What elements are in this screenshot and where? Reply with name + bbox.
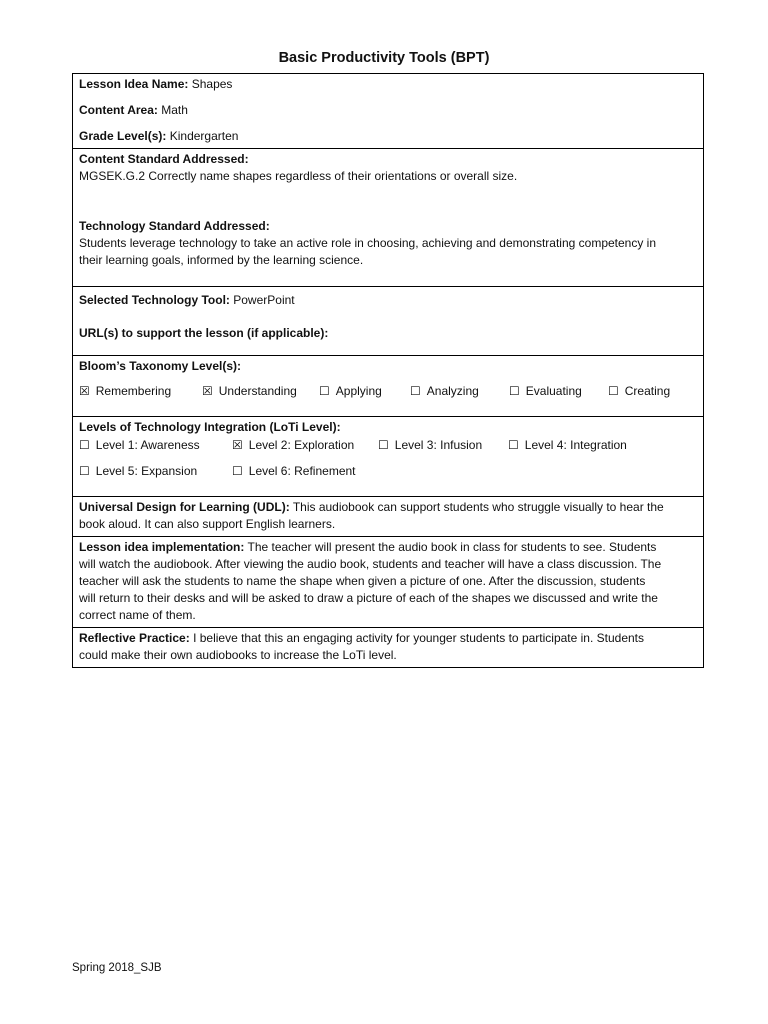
loti-options-row-1 (79, 437, 697, 454)
implementation-text-1: The teacher will present the audio book in class for students to see. Students (244, 540, 657, 554)
blooms-row (73, 356, 704, 417)
lesson-name-line (79, 76, 697, 93)
loti-option-label: Level 3: Infusion (394, 438, 483, 452)
reflection-text-1: I believe that this an engaging activity for younger students to participate in. Students (189, 631, 645, 645)
checkbox-empty-icon[interactable]: ☐ (608, 384, 619, 398)
blooms-option-applying[interactable] (319, 383, 410, 400)
blooms-option-remembering[interactable] (79, 383, 202, 400)
blooms-options (79, 383, 697, 400)
blooms-option-label: Evaluating (525, 384, 582, 398)
page-title: Basic Productivity Tools (BPT) (278, 50, 490, 66)
checkbox-checked-icon[interactable]: ☒ (79, 384, 90, 398)
selected-tool-line (79, 292, 697, 309)
lesson-info-cell (73, 74, 704, 149)
content-area-value: Math (161, 103, 188, 117)
udl-text-2: book aloud. It can also support English learners. (79, 517, 336, 531)
loti-option-level-6[interactable] (232, 463, 356, 480)
checkbox-checked-icon[interactable]: ☒ (232, 438, 243, 452)
tool-row (73, 287, 704, 356)
tech-standard-label: Technology Standard Addressed: (79, 219, 270, 233)
checkbox-empty-icon[interactable]: ☐ (378, 438, 389, 452)
implementation-label: Lesson idea implementation: (79, 540, 245, 554)
selected-tool-label: Selected Technology Tool: (79, 293, 230, 307)
reflection-line-1 (79, 630, 697, 647)
checkbox-empty-icon[interactable]: ☐ (79, 438, 90, 452)
checkbox-empty-icon[interactable]: ☐ (79, 464, 90, 478)
implementation-text-5: correct name of them. (79, 608, 196, 622)
implementation-cell (73, 537, 704, 628)
loti-option-level-4[interactable] (508, 437, 627, 454)
blooms-option-analyzing[interactable] (410, 383, 509, 400)
checkbox-checked-icon[interactable]: ☒ (202, 384, 213, 398)
loti-row (73, 417, 704, 497)
blooms-option-understanding[interactable] (202, 383, 319, 400)
implementation-text-2: will watch the audiobook. After viewing the audio book, students and teacher will have a class discussion. The (79, 557, 662, 571)
udl-label: Universal Design for Learning (UDL): (79, 500, 290, 514)
checkbox-empty-icon[interactable]: ☐ (508, 438, 519, 452)
loti-options-row-2 (79, 463, 697, 480)
blooms-option-label: Remembering (95, 384, 172, 398)
standards-row (73, 149, 704, 287)
blooms-option-label: Analyzing (426, 384, 479, 398)
bpt-form-table (72, 73, 704, 668)
loti-option-level-5[interactable] (79, 463, 232, 480)
loti-option-level-3[interactable] (378, 437, 508, 454)
content-area-line (79, 102, 697, 119)
reflection-label: Reflective Practice: (79, 631, 190, 645)
tool-cell (73, 287, 704, 356)
loti-option-label: Level 4: Integration (524, 438, 627, 452)
reflection-text-2: could make their own audiobooks to increase the LoTi level. (79, 648, 397, 662)
lesson-info-row (73, 74, 704, 149)
checkbox-empty-icon[interactable]: ☐ (410, 384, 421, 398)
lesson-name-value: Shapes (191, 77, 233, 91)
blooms-label: Bloom’s Taxonomy Level(s): (79, 359, 242, 373)
loti-option-level-1[interactable] (79, 437, 232, 454)
url-label: URL(s) to support the lesson (if applicable): (79, 326, 329, 340)
loti-label: Levels of Technology Integration (LoTi Level): (79, 420, 341, 434)
blooms-cell (73, 356, 704, 417)
grade-level-label: Grade Level(s): (79, 129, 167, 143)
reflection-cell (73, 628, 704, 668)
udl-row (73, 497, 704, 537)
udl-cell (73, 497, 704, 537)
selected-tool-value: PowerPoint (233, 293, 295, 307)
standards-cell (73, 149, 704, 287)
lesson-name-label: Lesson Idea Name: (79, 77, 189, 91)
content-standard-value: MGSEK.G.2 Correctly name shapes regardless of their orientations or overall size. (79, 169, 518, 183)
implementation-row (73, 537, 704, 628)
blooms-option-creating[interactable] (608, 383, 670, 400)
grade-level-value: Kindergarten (169, 129, 239, 143)
grade-level-line (79, 128, 697, 145)
loti-option-label: Level 6: Refinement (248, 464, 356, 478)
blooms-option-label: Creating (624, 384, 671, 398)
checkbox-empty-icon[interactable]: ☐ (232, 464, 243, 478)
implementation-text-3: teacher will ask the students to name the shape when given a picture of one. After the discussion, students (79, 574, 646, 588)
loti-cell (73, 417, 704, 497)
udl-text-1: This audiobook can support students who struggle visually to hear the (289, 500, 664, 514)
udl-line-1 (79, 499, 697, 516)
checkbox-empty-icon[interactable]: ☐ (509, 384, 520, 398)
content-standard-label: Content Standard Addressed: (79, 152, 249, 166)
loti-option-label: Level 1: Awareness (95, 438, 200, 452)
blooms-option-label: Applying (335, 384, 382, 398)
content-area-label: Content Area: (79, 103, 158, 117)
reflection-row (73, 628, 704, 668)
tech-standard-value-2: their learning goals, informed by the learning science. (79, 253, 364, 267)
loti-option-label: Level 2: Exploration (248, 438, 355, 452)
page-footer: Spring 2018_SJB (72, 962, 162, 974)
checkbox-empty-icon[interactable]: ☐ (319, 384, 330, 398)
blooms-option-label: Understanding (218, 384, 297, 398)
implementation-text-4: will return to their desks and will be asked to draw a picture of each of the shapes we discussed and write the (79, 591, 658, 605)
blooms-option-evaluating[interactable] (509, 383, 608, 400)
loti-option-level-2[interactable] (232, 437, 378, 454)
tech-standard-value-1: Students leverage technology to take an active role in choosing, achieving and demonstrating competency in (79, 236, 657, 250)
implementation-line-1 (79, 539, 697, 556)
loti-option-label: Level 5: Expansion (95, 464, 198, 478)
